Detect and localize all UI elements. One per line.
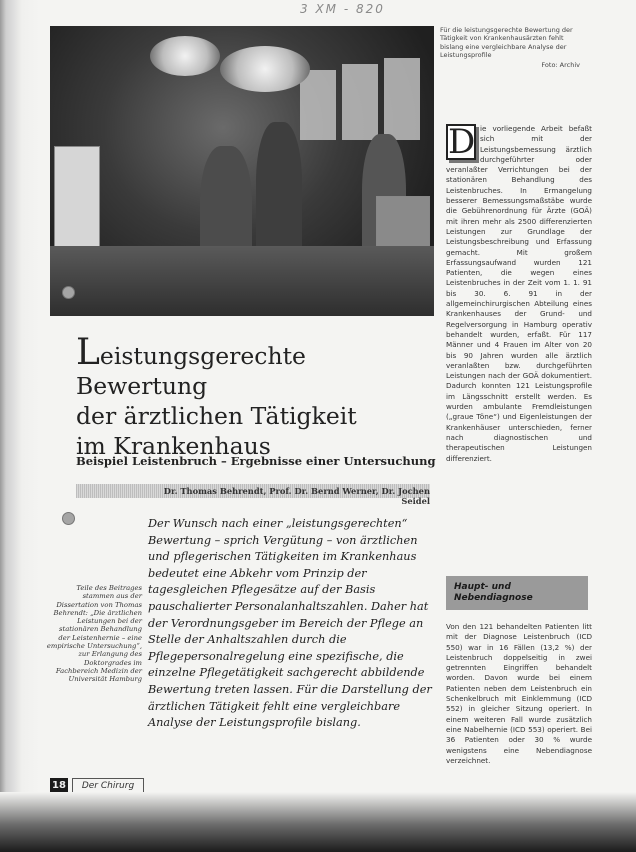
title-line3: im Krankenhaus — [76, 432, 271, 460]
surgical-lamp — [150, 36, 220, 76]
caption-text: Für die leistungsgerechte Bewertung der Tätigkeit von Krankenhausärzten fehlt bislang eine vergleichbare Analyse der Leistungsprofile — [440, 26, 573, 60]
box-heading-line2: Nebendiagnose — [454, 593, 533, 603]
title-initial: L — [76, 332, 100, 373]
photo-caption — [440, 26, 580, 69]
punch-hole — [62, 512, 75, 525]
page-number: 18 — [50, 778, 68, 794]
sidenote: Teile des Beitrages stammen aus der Dissertation von Thomas Behrendt: „Die ärztlichen Leistungen bei der stationären Behandlung der Leistenhernie – eine empirische Untersuchung“, zur Erlangung des Doktorgrades im Fachbereich Medizin der Universität Hamburg — [46, 584, 142, 684]
scan-bottom-edge — [0, 792, 636, 852]
body-text: ie vorliegende Arbeit befaßt sich mit der Leistungsbemessung ärztlich durchgeführter oder veranlaßter Verrichtungen bei der stationären Behandlung des Leistenbruches. In Ermangelung besserer Bemessungsmaßstäbe wurde die Gebührenordnung für Ärzte (GOÄ) mit ihren mehr als 2500 differenzierten Leistungen zur Grundlage der Leistungsbeschreibung und Erfassung gemacht. Mit großem Erfassungsaufwand wurden 121 Patienten, die wegen eines Leistenbruches in der Zeit vom 1. 1. 91 bis 30. 6. 91 in der allgemeinchirurgischen Abteilung eines Krankenhauses der Grund- und Regelversorgung in Hamburg operativ behandelt wurden, erfaßt. Für 117 Männer und 4 Frauen im Alter von 20 bis 90 Jahren wurden alle ärztlich veranlaßten bzw. durchgeführten Leistungen nach der GOÄ dokumentiert. Dadurch konnten 121 Leistungsprofile im Längsschnitt erstellt werden. Es wurden ambulante Fremdleistungen („graue Töne“) und Eigenleistungen der Krankenhäuser unterschieden, ferner nach diagnostischen und therapeutischen Leistungen differenziert. — [446, 124, 592, 463]
window-pane — [384, 58, 420, 140]
article-subtitle: Beispiel Leistenbruch – Ergebnisse einer Untersuchung — [76, 454, 436, 468]
operating-room-photo — [50, 26, 434, 316]
photo-credit: Foto: Archiv — [541, 60, 580, 69]
body-column — [446, 124, 592, 464]
title-line2: der ärztlichen Tätigkeit — [76, 402, 357, 430]
lead-paragraph: Der Wunsch nach einer „leistungsgerechten“ Bewertung – sprich Vergütung – von ärztlichen und pflegerischen Tätigkeiten im Krankenhaus bedeutet eine Abkehr vom Prinzip der tagesgleichen Pflegesätze auf der Basis pauschalierter Personalanhaltszahlen. Daher hat der Verordnungsgeber im Bereich der Pflege an Stelle der Anhaltszahlen durch die Pflegepersonalregelung eine spezifische, die einzelne Pflegetätigkeit sachgerecht abbildende Bewertung treten lassen. Für die Darstellung der ärztlichen Tätigkeit fehlt eine vergleichbare Analyse der Leistungsprofile bislang. — [148, 517, 432, 730]
box-heading — [446, 576, 588, 610]
title-line1: eistungsgerechte Bewertung — [76, 342, 306, 400]
drop-cap: D — [448, 122, 476, 162]
punch-hole — [62, 286, 75, 299]
window-pane — [300, 70, 336, 140]
authors: Dr. Thomas Behrendt, Prof. Dr. Bernd Werner, Dr. Jochen Seidel — [163, 486, 430, 506]
magazine-name: Der Chirurg — [72, 778, 144, 794]
handwritten-annotation: 3 XM - 820 — [300, 2, 385, 16]
window-pane — [342, 64, 378, 140]
box-text: Von den 121 behandelten Patienten litt mit der Diagnose Leistenbruch (ICD 550) war in 16 Fällen (13,2 %) der Leistenbruch doppelseitig in zwei getrennten Eingriffen behandelt worden. Davon wurde bei einem Patienten neben dem Leistenbruch ein Schenkelbruch mit Einklemmung (ICD 552) in gleicher Sitzung operiert. In einem weiteren Fall wurde zusätzlich eine Nabelhernie (ICD 553) operiert. Bei 36 Patienten oder 30 % wurde wenigstens eine Nebendiagnose verzeichnet. — [446, 622, 592, 765]
floor — [50, 246, 434, 316]
article-title — [76, 332, 436, 461]
box-heading-line1: Haupt- und — [454, 582, 511, 592]
surgical-lamp — [220, 46, 310, 92]
